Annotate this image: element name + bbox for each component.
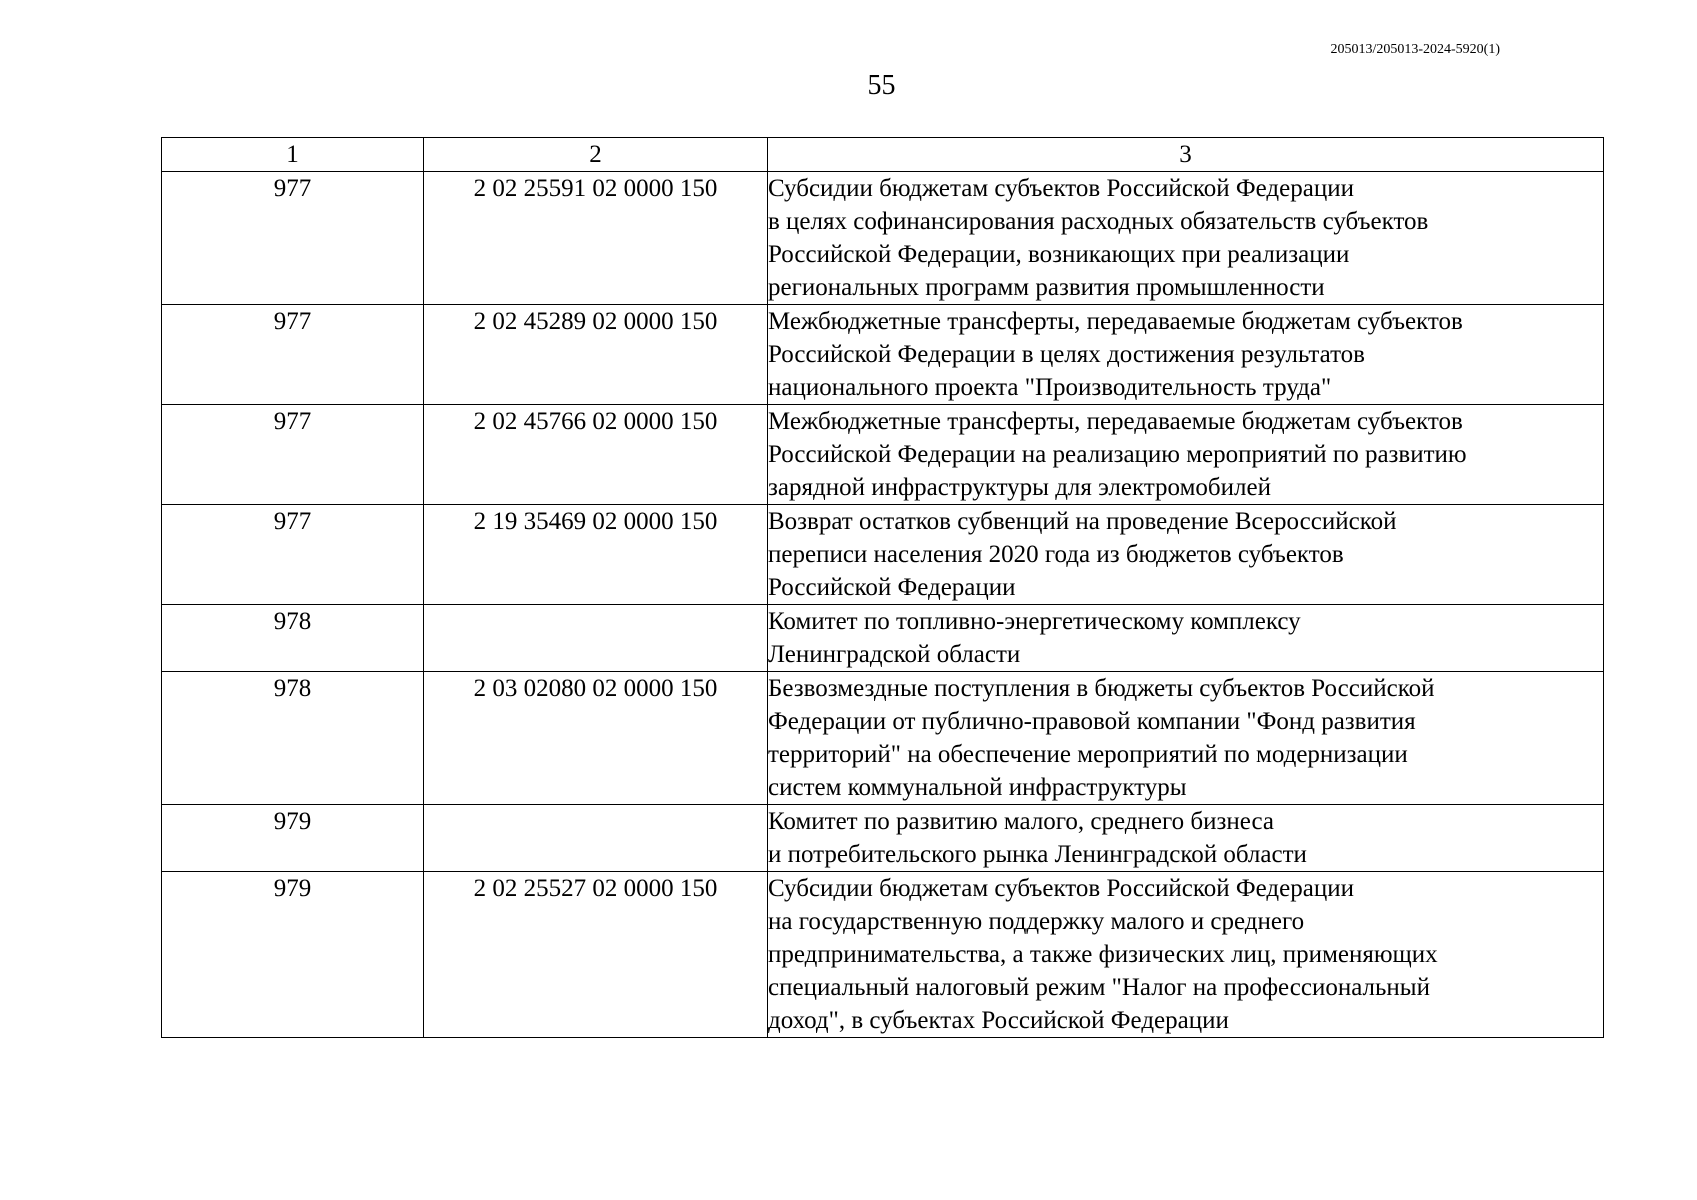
admin-code-cell: 978 bbox=[162, 672, 424, 805]
income-description-cell bbox=[768, 605, 1604, 672]
column-header-3: 3 bbox=[768, 138, 1604, 172]
income-code-cell bbox=[424, 605, 768, 672]
income-description-cell bbox=[768, 305, 1604, 405]
income-code-cell: 2 02 25591 02 0000 150 bbox=[424, 172, 768, 305]
income-code-cell: 2 02 25527 02 0000 150 bbox=[424, 872, 768, 1038]
table-row bbox=[162, 605, 1604, 672]
description-line: Ленинградской области bbox=[768, 641, 1021, 668]
income-code-cell bbox=[424, 805, 768, 872]
admin-code-cell: 979 bbox=[162, 805, 424, 872]
table-header-row bbox=[162, 138, 1604, 172]
description-line: на государственную поддержку малого и среднего bbox=[768, 908, 1305, 935]
income-description-cell bbox=[768, 505, 1604, 605]
description-line: Комитет по развитию малого, среднего бизнеса bbox=[768, 808, 1274, 835]
income-description-cell bbox=[768, 405, 1604, 505]
income-description-cell bbox=[768, 172, 1604, 305]
budget-classification-table bbox=[161, 137, 1604, 1038]
admin-code-cell: 977 bbox=[162, 305, 424, 405]
description-line: Российской Федерации bbox=[768, 574, 1016, 601]
column-header-1: 1 bbox=[162, 138, 424, 172]
description-line: территорий" на обеспечение мероприятий по модернизации bbox=[768, 741, 1408, 768]
description-line: Комитет по топливно-энергетическому комплексу bbox=[768, 608, 1301, 635]
description-line: специальный налоговый режим "Налог на профессиональный bbox=[768, 974, 1430, 1001]
description-line: зарядной инфраструктуры для электромобилей bbox=[768, 474, 1271, 501]
admin-code-cell: 977 bbox=[162, 405, 424, 505]
table-body bbox=[162, 172, 1604, 1038]
table-row bbox=[162, 805, 1604, 872]
admin-code-cell: 978 bbox=[162, 605, 424, 672]
admin-code-cell: 979 bbox=[162, 872, 424, 1038]
description-line: и потребительского рынка Ленинградской области bbox=[768, 841, 1307, 868]
table-row bbox=[162, 305, 1604, 405]
table-row bbox=[162, 505, 1604, 605]
income-code-cell: 2 19 35469 02 0000 150 bbox=[424, 505, 768, 605]
description-line: в целях софинансирования расходных обязательств субъектов bbox=[768, 208, 1429, 235]
table-row bbox=[162, 872, 1604, 1038]
income-code-cell: 2 02 45289 02 0000 150 bbox=[424, 305, 768, 405]
description-line: Российской Федерации, возникающих при реализации bbox=[768, 241, 1350, 268]
description-line: Российской Федерации в целях достижения результатов bbox=[768, 341, 1365, 368]
description-line: доход", в субъектах Российской Федерации bbox=[768, 1007, 1229, 1034]
description-line: Межбюджетные трансферты, передаваемые бюджетам субъектов bbox=[768, 308, 1463, 335]
description-line: Межбюджетные трансферты, передаваемые бюджетам субъектов bbox=[768, 408, 1463, 435]
description-line: региональных программ развития промышленности bbox=[768, 274, 1325, 301]
income-code-cell: 2 02 45766 02 0000 150 bbox=[424, 405, 768, 505]
income-code-cell: 2 03 02080 02 0000 150 bbox=[424, 672, 768, 805]
income-description-cell bbox=[768, 805, 1604, 872]
column-header-2: 2 bbox=[424, 138, 768, 172]
description-line: переписи населения 2020 года из бюджетов субъектов bbox=[768, 541, 1344, 568]
admin-code-cell: 977 bbox=[162, 505, 424, 605]
description-line: Безвозмездные поступления в бюджеты субъектов Российской bbox=[768, 675, 1435, 702]
admin-code-cell: 977 bbox=[162, 172, 424, 305]
description-line: Возврат остатков субвенций на проведение Всероссийской bbox=[768, 508, 1397, 535]
description-line: национального проекта "Производительность труда" bbox=[768, 374, 1332, 401]
document-id: 205013/205013-2024-5920(1) bbox=[1330, 42, 1500, 57]
description-line: Субсидии бюджетам субъектов Российской Федерации bbox=[768, 175, 1354, 202]
description-line: предпринимательства, а также физических лиц, применяющих bbox=[768, 941, 1438, 968]
description-line: систем коммунальной инфраструктуры bbox=[768, 774, 1187, 801]
table-row bbox=[162, 672, 1604, 805]
description-line: Федерации от публично-правовой компании "Фонд развития bbox=[768, 708, 1416, 735]
income-description-cell bbox=[768, 872, 1604, 1038]
description-line: Субсидии бюджетам субъектов Российской Федерации bbox=[768, 875, 1354, 902]
description-line: Российской Федерации на реализацию мероприятий по развитию bbox=[768, 441, 1467, 468]
table-row bbox=[162, 172, 1604, 305]
page-number: 55 bbox=[867, 70, 896, 101]
income-description-cell bbox=[768, 672, 1604, 805]
table-row bbox=[162, 405, 1604, 505]
